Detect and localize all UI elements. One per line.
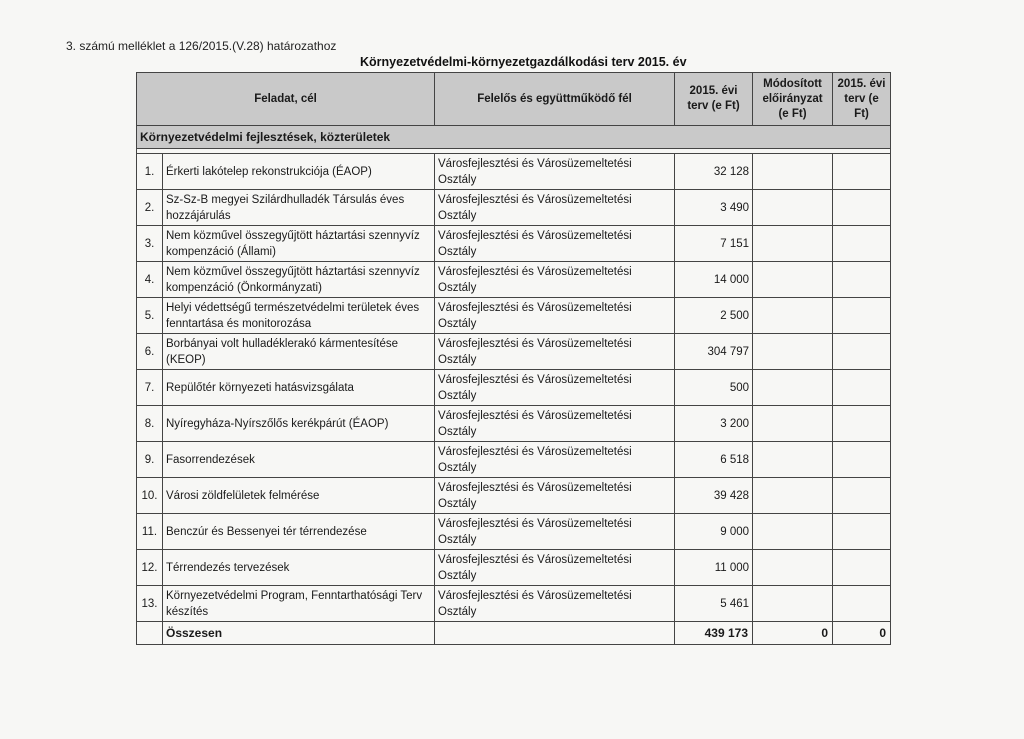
row-task: Sz-Sz-B megyei Szilárdhulladék Társulás éves hozzájárulás: [163, 190, 435, 226]
row-modified-amount: [753, 442, 833, 478]
total-spacer: [137, 622, 163, 645]
table-row: [137, 406, 891, 442]
row-modified-amount: [753, 154, 833, 190]
total-row: [137, 622, 891, 645]
row-task: Helyi védettségű természetvédelmi területek éves fenntartása és monitorozása: [163, 298, 435, 334]
header-responsible: Felelős és együttműködő fél: [435, 73, 675, 126]
row-modified-amount: [753, 586, 833, 622]
section-title: Környezetvédelmi fejlesztések, közterületek: [137, 126, 891, 149]
row-task: Környezetvédelmi Program, Fenntarthatósági Terv készítés: [163, 586, 435, 622]
row-number: 9.: [137, 442, 163, 478]
row-modified-amount: [753, 550, 833, 586]
table-row: [137, 298, 891, 334]
row-plan-amount: 5 461: [675, 586, 753, 622]
row-modified-amount: [753, 370, 833, 406]
row-plan-amount: 2 500: [675, 298, 753, 334]
total-plan-amount: 439 173: [675, 622, 753, 645]
row-plan-2-amount: [833, 262, 891, 298]
header-plan: 2015. évi terv (e Ft): [675, 73, 753, 126]
row-responsible: Városfejlesztési és Városüzemeltetési Osztály: [435, 190, 675, 226]
row-responsible: Városfejlesztési és Városüzemeltetési Osztály: [435, 334, 675, 370]
row-responsible: Városfejlesztési és Városüzemeltetési Osztály: [435, 586, 675, 622]
row-number: 5.: [137, 298, 163, 334]
row-responsible: Városfejlesztési és Városüzemeltetési Osztály: [435, 406, 675, 442]
row-modified-amount: [753, 190, 833, 226]
row-plan-2-amount: [833, 154, 891, 190]
row-responsible: Városfejlesztési és Városüzemeltetési Osztály: [435, 514, 675, 550]
row-plan-amount: 3 200: [675, 406, 753, 442]
row-responsible: Városfejlesztési és Városüzemeltetési Osztály: [435, 262, 675, 298]
row-plan-amount: 304 797: [675, 334, 753, 370]
header-task: Feladat, cél: [137, 73, 435, 126]
row-plan-2-amount: [833, 334, 891, 370]
table-row: [137, 370, 891, 406]
row-plan-amount: 39 428: [675, 478, 753, 514]
row-number: 7.: [137, 370, 163, 406]
header-plan-2: 2015. évi terv (e Ft): [833, 73, 891, 126]
row-plan-2-amount: [833, 226, 891, 262]
row-responsible: Városfejlesztési és Városüzemeltetési Osztály: [435, 442, 675, 478]
row-modified-amount: [753, 514, 833, 550]
row-plan-2-amount: [833, 478, 891, 514]
row-modified-amount: [753, 262, 833, 298]
row-task: Repülőtér környezeti hatásvizsgálata: [163, 370, 435, 406]
row-number: 10.: [137, 478, 163, 514]
row-modified-amount: [753, 334, 833, 370]
row-plan-2-amount: [833, 586, 891, 622]
section-row: [137, 126, 891, 149]
row-number: 12.: [137, 550, 163, 586]
table-header-row: [137, 73, 891, 126]
table-row: [137, 226, 891, 262]
row-responsible: Városfejlesztési és Városüzemeltetési Osztály: [435, 478, 675, 514]
row-modified-amount: [753, 478, 833, 514]
row-plan-amount: 500: [675, 370, 753, 406]
row-task: Borbányai volt hulladéklerakó kármentesítése (KEOP): [163, 334, 435, 370]
row-task: Benczúr és Bessenyei tér térrendezése: [163, 514, 435, 550]
row-plan-2-amount: [833, 550, 891, 586]
table-row: [137, 442, 891, 478]
total-modified-amount: 0: [753, 622, 833, 645]
total-label: Összesen: [163, 622, 435, 645]
row-modified-amount: [753, 226, 833, 262]
row-number: 13.: [137, 586, 163, 622]
row-task: Nyíregyháza-Nyírszőlős kerékpárút (ÉAOP): [163, 406, 435, 442]
row-plan-2-amount: [833, 298, 891, 334]
row-responsible: Városfejlesztési és Városüzemeltetési Osztály: [435, 298, 675, 334]
row-plan-amount: 11 000: [675, 550, 753, 586]
row-responsible: Városfejlesztési és Városüzemeltetési Osztály: [435, 550, 675, 586]
table-row: [137, 478, 891, 514]
row-number: 11.: [137, 514, 163, 550]
row-number: 3.: [137, 226, 163, 262]
table-row: [137, 550, 891, 586]
row-plan-2-amount: [833, 406, 891, 442]
row-plan-2-amount: [833, 370, 891, 406]
row-plan-2-amount: [833, 190, 891, 226]
row-number: 2.: [137, 190, 163, 226]
table-row: [137, 190, 891, 226]
attachment-note: 3. számú melléklet a 126/2015.(V.28) határozathoz: [66, 39, 337, 53]
row-task: Érkerti lakótelep rekonstrukciója (ÉAOP): [163, 154, 435, 190]
row-responsible: Városfejlesztési és Városüzemeltetési Osztály: [435, 154, 675, 190]
row-number: 4.: [137, 262, 163, 298]
row-responsible: Városfejlesztési és Városüzemeltetési Osztály: [435, 226, 675, 262]
row-plan-amount: 3 490: [675, 190, 753, 226]
row-task: Térrendezés tervezések: [163, 550, 435, 586]
budget-table: [136, 72, 891, 645]
row-number: 8.: [137, 406, 163, 442]
row-plan-amount: 7 151: [675, 226, 753, 262]
row-plan-2-amount: [833, 514, 891, 550]
row-responsible: Városfejlesztési és Városüzemeltetési Osztály: [435, 370, 675, 406]
row-number: 6.: [137, 334, 163, 370]
header-modified: Módosított előirányzat (e Ft): [753, 73, 833, 126]
row-number: 1.: [137, 154, 163, 190]
table-row: [137, 262, 891, 298]
document-title: Környezetvédelmi-környezetgazdálkodási terv 2015. év: [360, 55, 687, 69]
row-plan-amount: 6 518: [675, 442, 753, 478]
row-modified-amount: [753, 406, 833, 442]
row-plan-amount: 14 000: [675, 262, 753, 298]
row-task: Városi zöldfelületek felmérése: [163, 478, 435, 514]
total-plan-2-amount: 0: [833, 622, 891, 645]
table-row: [137, 514, 891, 550]
row-plan-amount: 32 128: [675, 154, 753, 190]
row-modified-amount: [753, 298, 833, 334]
table-row: [137, 334, 891, 370]
row-plan-2-amount: [833, 442, 891, 478]
total-responsible: [435, 622, 675, 645]
row-task: Fasorrendezések: [163, 442, 435, 478]
table-row: [137, 154, 891, 190]
row-plan-amount: 9 000: [675, 514, 753, 550]
table-row: [137, 586, 891, 622]
row-task: Nem közművel összegyűjtött háztartási szennyvíz kompenzáció (Állami): [163, 226, 435, 262]
row-task: Nem közművel összegyűjtött háztartási szennyvíz kompenzáció (Önkormányzati): [163, 262, 435, 298]
